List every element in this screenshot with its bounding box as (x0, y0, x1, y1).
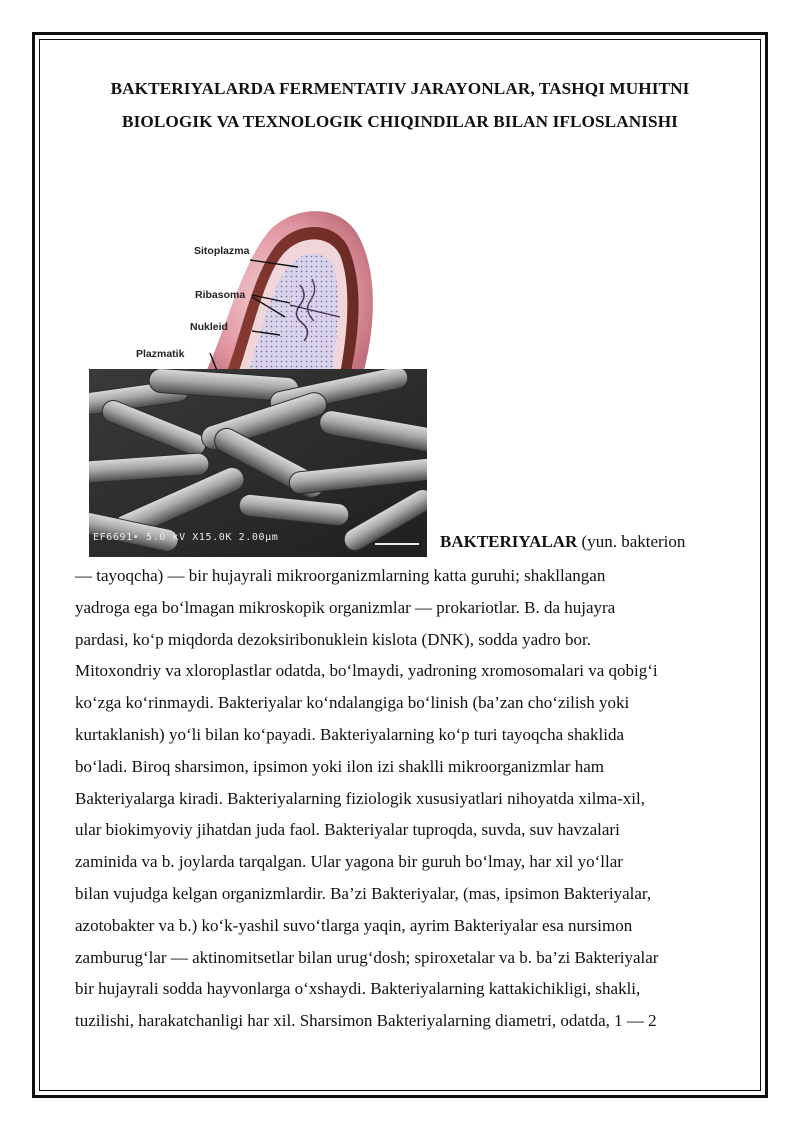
micrograph-caption: EF6691• 5.0 kV X15.0K 2.00µm (93, 532, 279, 543)
body-line: ular biokimyoviy jihatdan juda faol. Bakteriyalar tuproqda, suvda, suv havzalari (75, 820, 620, 840)
label-nukleid: Nukleid (190, 321, 228, 333)
document-title (70, 72, 730, 138)
body-line: zamburug‘lar — aktinomitsetlar bilan urug‘dosh; spiroxetalar va b. ba’zi Bakteriyalar (75, 947, 659, 967)
bacterium-cell-diagram (130, 205, 410, 385)
body-line: bilan vujudga kelgan organizmlardir. Ba’zi Bakteriyalar, (mas, ipsimon Bakteriyalar, (75, 883, 652, 903)
body-line: ko‘zga ko‘rinmaydi. Bakteriyalar ko‘ndalangiga bo‘linish (ba’zan cho‘zilish yoki (75, 693, 630, 713)
body-line: yadroga ega bo‘lmagan mikroskopik organizmlar — prokariotlar. B. da hujayra (75, 597, 616, 617)
body-line: pardasi, ko‘p miqdorda dezoksiribonuklein kislota (DNK), sodda yadro bor. (75, 629, 592, 649)
label-sitoplazma: Sitoplazma (194, 245, 250, 257)
body-line: Bakteriyalarga kiradi. Bakteriyalarning fiziologik xususiyatlari nihoyatda xilma-xil, (75, 788, 645, 808)
body-line: zaminida va b. joylarda tarqalgan. Ular yagona bir guruh bo‘lmay, har xil yo‘llar (75, 852, 623, 872)
intro-etymology: (yun. bakterion (577, 532, 686, 551)
label-ribasoma: Ribasoma (195, 289, 246, 301)
intro-run (440, 528, 685, 556)
body-line: bir hujayrali sodda hayvonlarga o‘xshaydi. Bakteriyalarning kattakichikligi, shakli, (75, 979, 641, 999)
body-line: Mitoxondriy va xloroplastlar odatda, bo‘lmaydi, yadroning xromosomalari va qobig‘i (75, 661, 658, 681)
body-line: — tayoqcha) — bir hujayrali mikroorganizmlarning katta guruhi; shakllangan (75, 566, 606, 585)
bacteria-micrograph (89, 369, 427, 557)
label-plazmatik: Plazmatik (136, 348, 185, 360)
title-line-2: BIOLOGIK VA TEXNOLOGIK CHIQINDILAR BILAN IFLOSLANISHI (122, 112, 678, 131)
term-bakteriyalar: BAKTERIYALAR (440, 532, 578, 551)
title-line-1: BAKTERIYALARDA FERMENTATIV JARAYONLAR, TASHQI MUHITNI (110, 79, 690, 98)
body-line: kurtaklanish) yo‘li bilan ko‘payadi. Bakteriyalarning ko‘p turi tayoqcha shaklida (75, 724, 625, 744)
body-line: tuzilishi, harakatchanligi har xil. Sharsimon Bakteriyalarning diametri, odatda, 1 — 2 (75, 1011, 657, 1031)
body-paragraph (75, 560, 727, 1037)
body-line: bo‘ladi. Biroq sharsimon, ipsimon yoki ilon izi shaklli mikroorganizmlar ham (75, 756, 604, 776)
micrograph-scale-bar (375, 543, 419, 545)
body-line: azotobakter va b.) ko‘k-yashil suvo‘tlarga yaqin, ayrim Bakteriyalar esa nursimon (75, 915, 633, 935)
